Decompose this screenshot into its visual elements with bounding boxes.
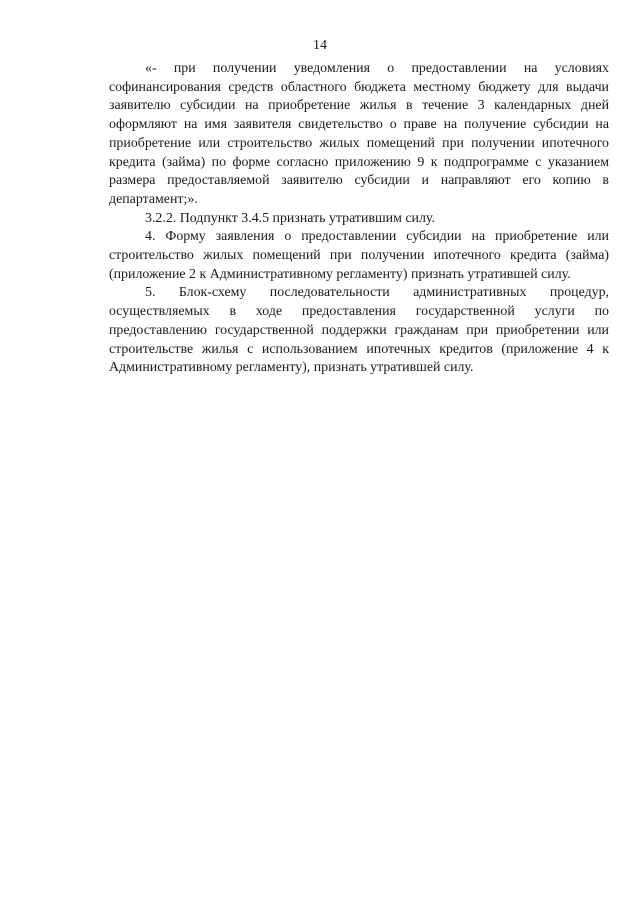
page-number: 14 [313, 38, 327, 53]
paragraph-item-5-flowchart: 5. Блок-схему последовательности административных процедур, осуществляемых в ходе предоставления государственной услуги по предоставлению государственной поддержки гражданам при приобретении или строительстве жилья с использованием ипотечных кредитов (приложение 4 к Административному регламенту), признать утратившей силу. [109, 285, 609, 376]
paragraph-subclause-3-2-2: 3.2.2. Подпункт 3.4.5 признать утратившим силу. [145, 210, 435, 226]
paragraph-item-4-application-form: 4. Форму заявления о предоставлении субсидии на приобретение или строительство жилых помещений при получении ипотечного кредита (займа) (приложение 2 к Административному регламенту) признать утратившей силу. [109, 229, 609, 282]
document-body [109, 60, 609, 378]
paragraph-subsidy-notification: «- при получении уведомления о предоставлении на условиях софинансирования средств областного бюджета местному бюджету для выдачи заявителю субсидии на приобретение жилья в течение 3 календарных дней оформляют на имя заявителя свидетельство о праве на получение субсидии на приобретение или строительство жилых помещений при получении ипотечного кредита (займа) по форме согласно приложению 9 к подпрограмме с указанием размера предоставляемой заявителю субсидии и направляют его копию в департамент;». [109, 61, 609, 207]
